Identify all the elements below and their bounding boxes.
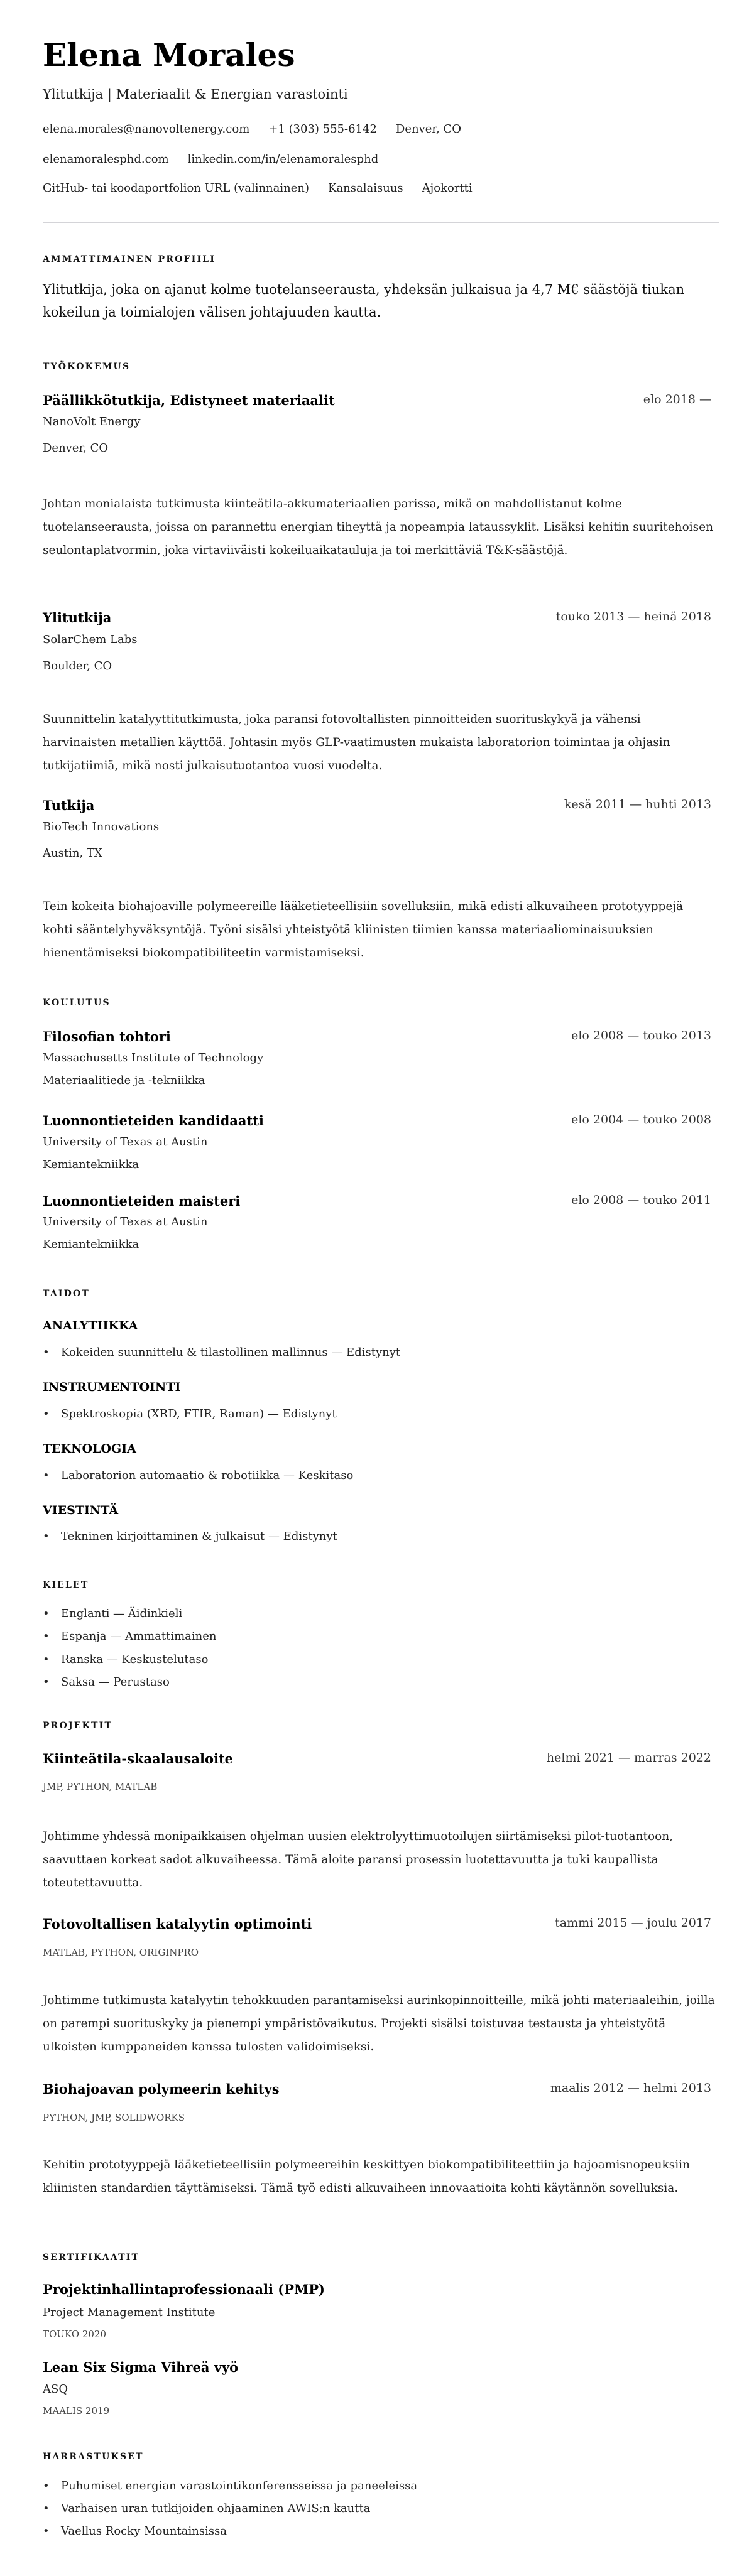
project-dates: tammi 2015 — joulu 2017 bbox=[555, 1916, 711, 1930]
section-heading-experience: TYÖKOKEMUS bbox=[43, 362, 131, 372]
project-title: Fotovoltallisen katalyytin optimointi bbox=[43, 1916, 312, 1932]
school-name: University of Texas at Austin bbox=[43, 1135, 208, 1149]
job-company: BioTech Innovations bbox=[43, 820, 160, 833]
degree-dates: elo 2004 — touko 2008 bbox=[571, 1113, 711, 1127]
field-of-study: Kemiantekniikka bbox=[43, 1158, 139, 1171]
section-heading-languages: KIELET bbox=[43, 1580, 89, 1590]
job-title: Päällikkötutkija, Edistyneet materiaalit bbox=[43, 392, 335, 408]
job-dates: elo 2018 — bbox=[643, 392, 711, 406]
project-dates: helmi 2021 — marras 2022 bbox=[546, 1751, 711, 1765]
hobby-item: • Vaellus Rocky Mountainsissa bbox=[43, 2523, 227, 2540]
headline: Ylitutkija | Materiaalit & Energian varastointi bbox=[43, 87, 348, 102]
header-divider bbox=[43, 222, 719, 223]
language-item: • Saksa — Perustaso bbox=[43, 1674, 170, 1691]
language-item: • Englanti — Äidinkieli bbox=[43, 1606, 182, 1622]
section-heading-certifications: SERTIFIKAATIT bbox=[43, 2253, 140, 2263]
project-description: Johtimme tutkimusta katalyytin tehokkuuden parantamiseksi aurinkopinnoitteille, mikä johti materiaaleihin, joilla on parempi suorituskyky ja pienempi ympäristövaikutus. Projekti sisälsi toistuvaa testausta ja yhteistyötä ulkoisten kumppaneiden kanssa tulosten validoimiseksi. bbox=[43, 1994, 715, 2054]
field-of-study: Kemiantekniikka bbox=[43, 1238, 139, 1251]
project-description: Johtimme yhdessä monipaikkaisen ohjelman uusien elektrolyyttimuotoilujen siirtämiseksi pilot-tuotantoon, saavuttaen korkeat sadot alkuvaiheessa. Tämä aloite paransi prosessin luotettavuutta ja tuki kaupallista toteutettavuutta. bbox=[43, 1830, 674, 1890]
job-dates: touko 2013 — heinä 2018 bbox=[555, 610, 711, 624]
project-description: Kehitin prototyyppejä lääketieteellisiin polymeereihin keskittyen biokompatibiliteettiin ja hajoamisnopeuksiin kliinisten standardien täyttämiseksi. Tämä työ edisti alkuvaiheen innovaatioita kohti käytännön sovelluksia. bbox=[43, 2158, 690, 2195]
degree-title: Luonnontieteiden kandidaatti bbox=[43, 1113, 264, 1128]
project-title: Kiinteätila-skaalausaloite bbox=[43, 1751, 234, 1767]
skill-item: • Kokeiden suunnittelu & tilastollinen mallinnus — Edistynyt bbox=[43, 1345, 400, 1361]
degree-title: Filosofian tohtori bbox=[43, 1029, 171, 1044]
degree-dates: elo 2008 — touko 2013 bbox=[571, 1029, 711, 1042]
certification-name: Projektinhallintaprofessionaali (PMP) bbox=[43, 2281, 325, 2297]
section-heading-education: KOULUTUS bbox=[43, 998, 111, 1008]
section-heading-projects: PROJEKTIT bbox=[43, 1721, 113, 1731]
degree-dates: elo 2008 — touko 2011 bbox=[571, 1193, 711, 1207]
section-heading-skills: TAIDOT bbox=[43, 1289, 90, 1299]
github-link[interactable]: GitHub- tai koodaportfolion URL (valinnainen) bbox=[43, 181, 309, 195]
phone: +1 (303) 555-6142 bbox=[268, 122, 377, 136]
job-description: Suunnittelin katalyyttitutkimusta, joka paransi fotovoltallisten pinnoitteiden suorituskykyä ja vähensi harvinaisten metallien käyttöä. Johtasin myös GLP-vaatimusten mukaista laboratorion toimintaa ja ohjasin tutkijatiimiä, mikä nosti julkaisutuotantoa vuosi vuodelta. bbox=[43, 713, 670, 772]
certification-date: MAALIS 2019 bbox=[43, 2405, 110, 2416]
certification-issuer: Project Management Institute bbox=[43, 2306, 216, 2319]
job-location: Denver, CO bbox=[43, 441, 109, 455]
job-description: Johtan monialaista tutkimusta kiinteätila-akkumateriaalien parissa, mikä on mahdollistanut kolme tuotelanseerausta, joissa on parannettu energian tiheyttä ja nopeampia lataussyklit. Lisäksi kehitin suuritehoisen seulontaplatvormin, joka virtaviiväisti kokeiluaikatauluja ja toi merkittäviä T&K-säästöjä. bbox=[43, 497, 714, 557]
job-company: SolarChem Labs bbox=[43, 633, 138, 646]
skill-group-name: VIESTINTÄ bbox=[43, 1503, 119, 1517]
language-item: • Espanja — Ammattimainen bbox=[43, 1628, 216, 1645]
candidate-name: Elena Morales bbox=[43, 36, 295, 73]
job-company: NanoVolt Energy bbox=[43, 415, 141, 428]
linkedin-link[interactable]: linkedin.com/in/elenamoralesphd bbox=[187, 153, 379, 166]
skill-item: • Laboratorion automaatio & robotiikka — Keskitaso bbox=[43, 1468, 353, 1484]
location: Denver, CO bbox=[395, 122, 462, 136]
school-name: University of Texas at Austin bbox=[43, 1215, 208, 1228]
website-link[interactable]: elenamoralesphd.com bbox=[43, 153, 169, 166]
project-title: Biohajoavan polymeerin kehitys bbox=[43, 2081, 280, 2097]
hobby-item: • Puhumiset energian varastointikonferensseissa ja paneeleissa bbox=[43, 2478, 417, 2494]
drivers-license: Ajokortti bbox=[422, 181, 473, 195]
contact-row bbox=[43, 151, 397, 168]
field-of-study: Materiaalitiede ja -tekniikka bbox=[43, 1074, 205, 1087]
project-tags: JMP, PYTHON, MATLAB bbox=[43, 1781, 158, 1792]
degree-title: Luonnontieteiden maisteri bbox=[43, 1193, 241, 1209]
job-dates: kesä 2011 — huhti 2013 bbox=[564, 798, 711, 811]
job-title: Ylitutkija bbox=[43, 610, 112, 625]
skill-item: • Tekninen kirjoittaminen & julkaisut — Edistynyt bbox=[43, 1529, 337, 1545]
project-dates: maalis 2012 — helmi 2013 bbox=[550, 2081, 711, 2095]
skill-group-name: ANALYTIIKKA bbox=[43, 1319, 138, 1333]
section-heading-hobbies: HARRASTUKSET bbox=[43, 2452, 144, 2462]
school-name: Massachusetts Institute of Technology bbox=[43, 1051, 264, 1064]
contact-row bbox=[43, 180, 491, 197]
email-link[interactable]: elena.morales@nanovoltenergy.com bbox=[43, 122, 250, 136]
certification-date: TOUKO 2020 bbox=[43, 2329, 106, 2340]
section-heading-profile: AMMATTIMAINEN PROFIILI bbox=[43, 254, 216, 264]
project-tags: MATLAB, PYTHON, ORIGINPRO bbox=[43, 1947, 199, 1958]
skill-group-name: TEKNOLOGIA bbox=[43, 1442, 136, 1456]
hobby-item: • Varhaisen uran tutkijoiden ohjaaminen AWIS:n kautta bbox=[43, 2501, 370, 2517]
language-item: • Ranska — Keskustelutaso bbox=[43, 1652, 208, 1668]
project-tags: PYTHON, JMP, SOLIDWORKS bbox=[43, 2112, 185, 2123]
job-location: Austin, TX bbox=[43, 847, 102, 860]
job-location: Boulder, CO bbox=[43, 659, 112, 673]
contact-row bbox=[43, 121, 480, 138]
citizenship: Kansalaisuus bbox=[328, 181, 403, 195]
skill-item: • Spektroskopia (XRD, FTIR, Raman) — Edistynyt bbox=[43, 1406, 337, 1422]
certification-issuer: ASQ bbox=[43, 2383, 68, 2396]
skill-group-name: INSTRUMENTOINTI bbox=[43, 1380, 181, 1394]
profile-summary: Ylitutkija, joka on ajanut kolme tuotelanseerausta, yhdeksän julkaisua ja 4,7 M€ säästöjä tiukan kokeilun ja toimialojen välisen johtajuuden kautta. bbox=[43, 282, 685, 320]
certification-name: Lean Six Sigma Vihreä vyö bbox=[43, 2359, 239, 2375]
job-title: Tutkija bbox=[43, 798, 95, 813]
job-description: Tein kokeita biohajoaville polymeereille lääketieteellisiin sovelluksiin, mikä edisti alkuvaiheen prototyyppejä kohti sääntelyhyväksyntöjä. Työni sisälsi yhteistyötä kliinisten tiimien kanssa materiaaliominaisuuksien hienentämiseksi biokompatibiliteetin varmistamiseksi. bbox=[43, 900, 684, 960]
